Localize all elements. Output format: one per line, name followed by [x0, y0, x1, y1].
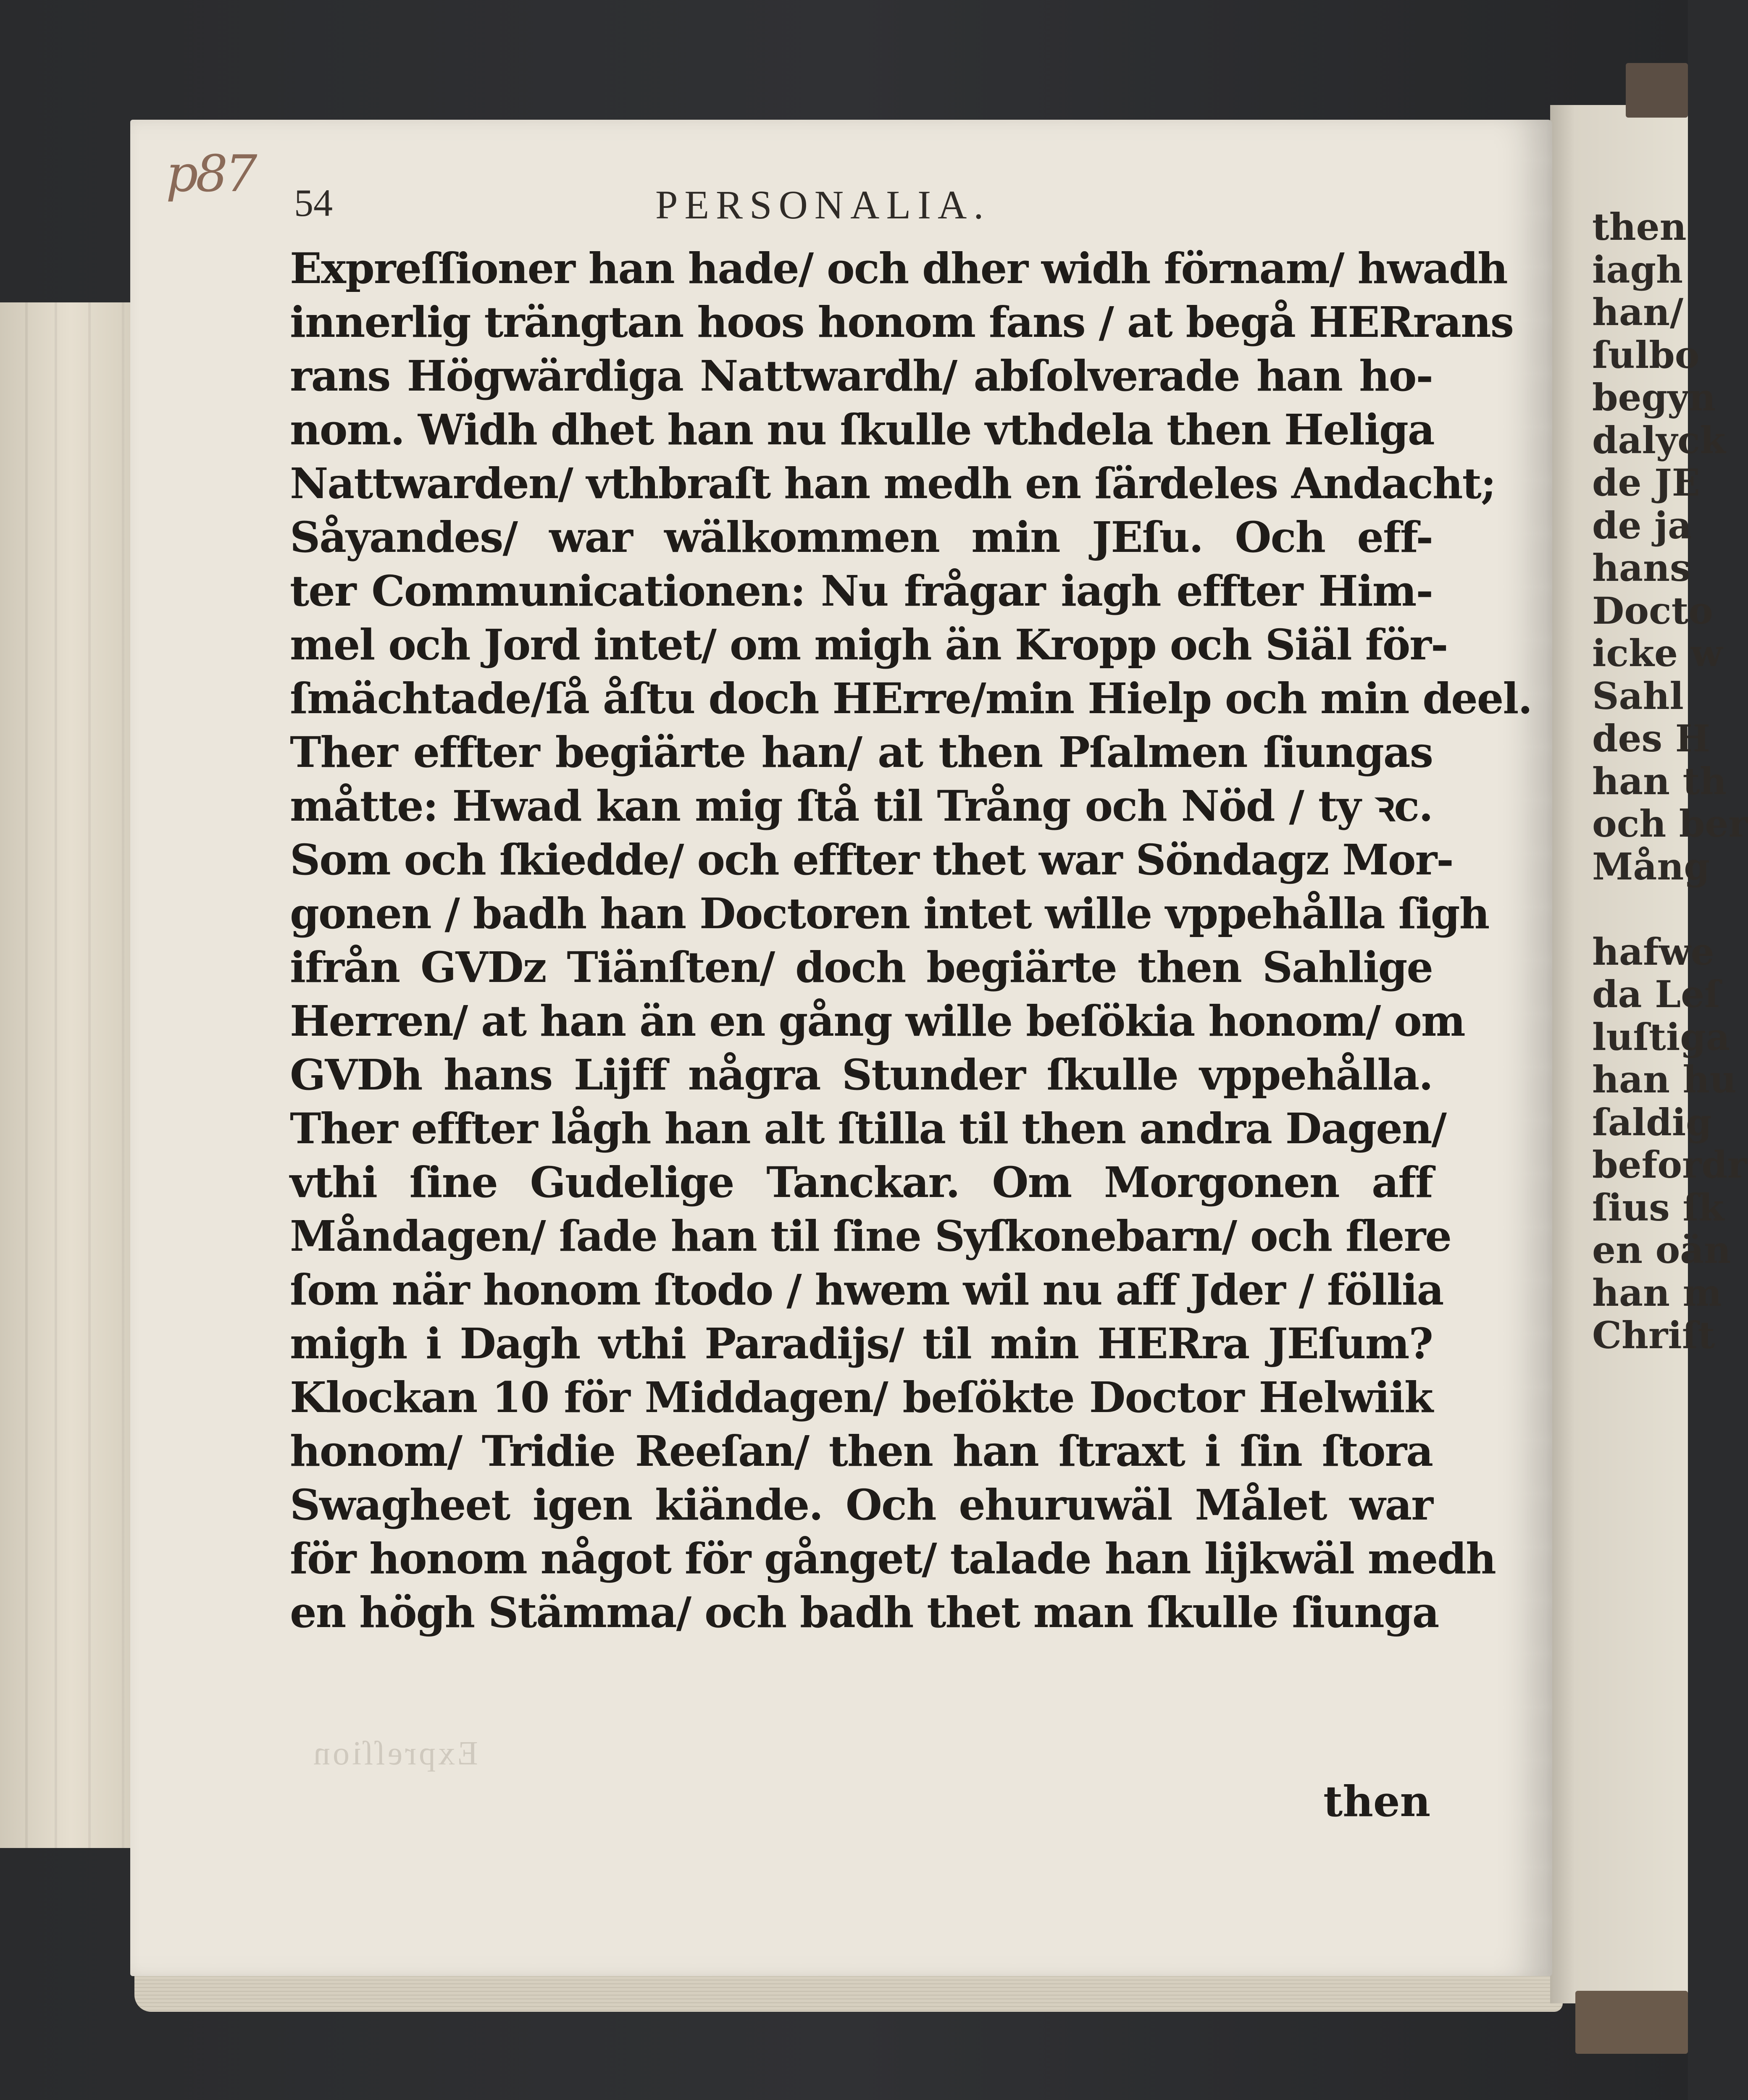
facing-text-line: han th	[1592, 759, 1727, 803]
facing-text-line: han/	[1592, 290, 1684, 334]
text-line: Måndagen/ ſade han til ſine Syſkonebarn/ och flere	[290, 1211, 1451, 1261]
facing-text-line: och ber	[1592, 802, 1748, 845]
facing-text-line: ſius ſk	[1592, 1185, 1724, 1229]
cover-corner-bottom	[1575, 1991, 1688, 2054]
text-line: ter Communicationen: Nu frågar iagh effter Him-	[290, 566, 1433, 616]
text-line: mel och Jord intet/ om migh än Kropp och Siäl för-	[290, 620, 1448, 669]
text-line: Nattwarden/ vthbraſt han medh en ſärdeles Andacht;	[290, 459, 1496, 508]
facing-text-line: ſaldig	[1592, 1100, 1712, 1144]
text-line: för honom något för gånget/ talade han lijkwäl medh	[290, 1534, 1496, 1583]
text-line: honom/ Tridie Reeſan/ then han ſtraxt i ſin ſtora	[290, 1426, 1433, 1476]
text-line: ſom när honom ſtodo / hwem wil nu aff Jder / föllia	[290, 1265, 1443, 1315]
facing-text-line: hafwe	[1592, 929, 1714, 974]
facing-text-line: han m	[1592, 1270, 1722, 1315]
text-line: ſmächtade/ſå åſtu doch HErre/min Hielp och min deel.	[290, 674, 1532, 723]
facing-text-line: ſulbo	[1592, 333, 1700, 377]
text-line: innerlig trängtan hoos honom fans / at begå HERrans	[290, 297, 1514, 347]
facing-text-line: hans	[1592, 546, 1691, 590]
facing-text-line: luſtiga	[1592, 1015, 1730, 1059]
facing-text-line: Sahl	[1592, 674, 1684, 718]
text-line: Som och ſkiedde/ och effter thet war Söndagz Mor-	[290, 835, 1453, 885]
text-line: Såyandes/ war wälkommen min JEſu. Och eff-	[290, 512, 1433, 562]
running-head: PERSONALIA.	[655, 182, 991, 227]
facing-text-line: Docto	[1592, 588, 1713, 633]
text-line: nom. Widh dhet han nu ſkulle vthdela then Heliga	[290, 405, 1434, 454]
text-line: Ther effter begiärte han/ at then Pſalmen ſiungas	[290, 727, 1433, 777]
facing-text-line: en oän	[1592, 1228, 1731, 1272]
facing-text-line: begyn	[1592, 375, 1716, 419]
facing-text-line: befordr	[1592, 1143, 1747, 1186]
text-line: migh i Dagh vthi Paradijs/ til min HERra JEſum?	[290, 1319, 1433, 1368]
facing-text-line	[1592, 888, 1688, 931]
text-line: Swagheet igen kiände. Och ehuruwäl Målet war	[290, 1480, 1433, 1530]
text-line: rans Högwärdiga Nattwardh/ abſolverade han ho-	[290, 351, 1433, 401]
body-text	[290, 242, 1532, 1639]
text-line: en högh Stämma/ och badh thet man ſkulle ſiunga	[290, 1588, 1439, 1637]
text-line: Herren/ at han än en gång wille beſökia honom/ om	[290, 996, 1465, 1046]
facing-page	[1550, 105, 1748, 2003]
text-line: GVDh hans Lijff några Stunder ſkulle vppehålla.	[290, 1050, 1433, 1100]
facing-page-text	[1592, 205, 1748, 1357]
text-line: Expreſſioner han hade/ och dher widh förnam/ hwadh	[290, 244, 1507, 293]
facing-text-line: Mång	[1592, 844, 1710, 888]
text-line: gonen / badh han Doctoren intet wille vppehålla ſigh	[290, 889, 1489, 938]
facing-text-line: dalyck	[1592, 418, 1726, 462]
cover-corner-top	[1626, 63, 1688, 118]
facing-text-line: han hu	[1592, 1058, 1737, 1101]
text-line: Klockan 10 för Middagen/ beſökte Doctor Helwiik	[290, 1373, 1433, 1422]
text-line: vthi ſine Gudelige Tanckar. Om Morgonen aff	[290, 1158, 1433, 1207]
text-line: måtte: Hwad kan mig ſtå til Trång och Nöd / ty ꝛc.	[290, 781, 1433, 831]
show-through-text: Expreſſion	[311, 1735, 478, 1772]
facing-text-line: de JE	[1592, 461, 1700, 504]
facing-text-line: da Leſ	[1592, 972, 1720, 1016]
text-line: ifrån GVDz Tiänſten/ doch begiärte then Sahlige	[290, 942, 1433, 992]
facing-text-line: des H	[1592, 717, 1710, 760]
facing-text-line: iagh	[1592, 247, 1683, 291]
facing-text-line: de ja	[1592, 503, 1692, 547]
text-line: Ther effter lågh han alt ſtilla til then andra Dagen/	[290, 1104, 1446, 1153]
facing-text-line: Chriſt	[1592, 1313, 1715, 1357]
catchword: then	[1323, 1777, 1431, 1826]
page-number: 54	[294, 181, 333, 224]
facing-text-line: icke w	[1592, 631, 1723, 675]
facing-text-line: then	[1592, 205, 1687, 249]
margin-note: p87	[166, 145, 255, 203]
